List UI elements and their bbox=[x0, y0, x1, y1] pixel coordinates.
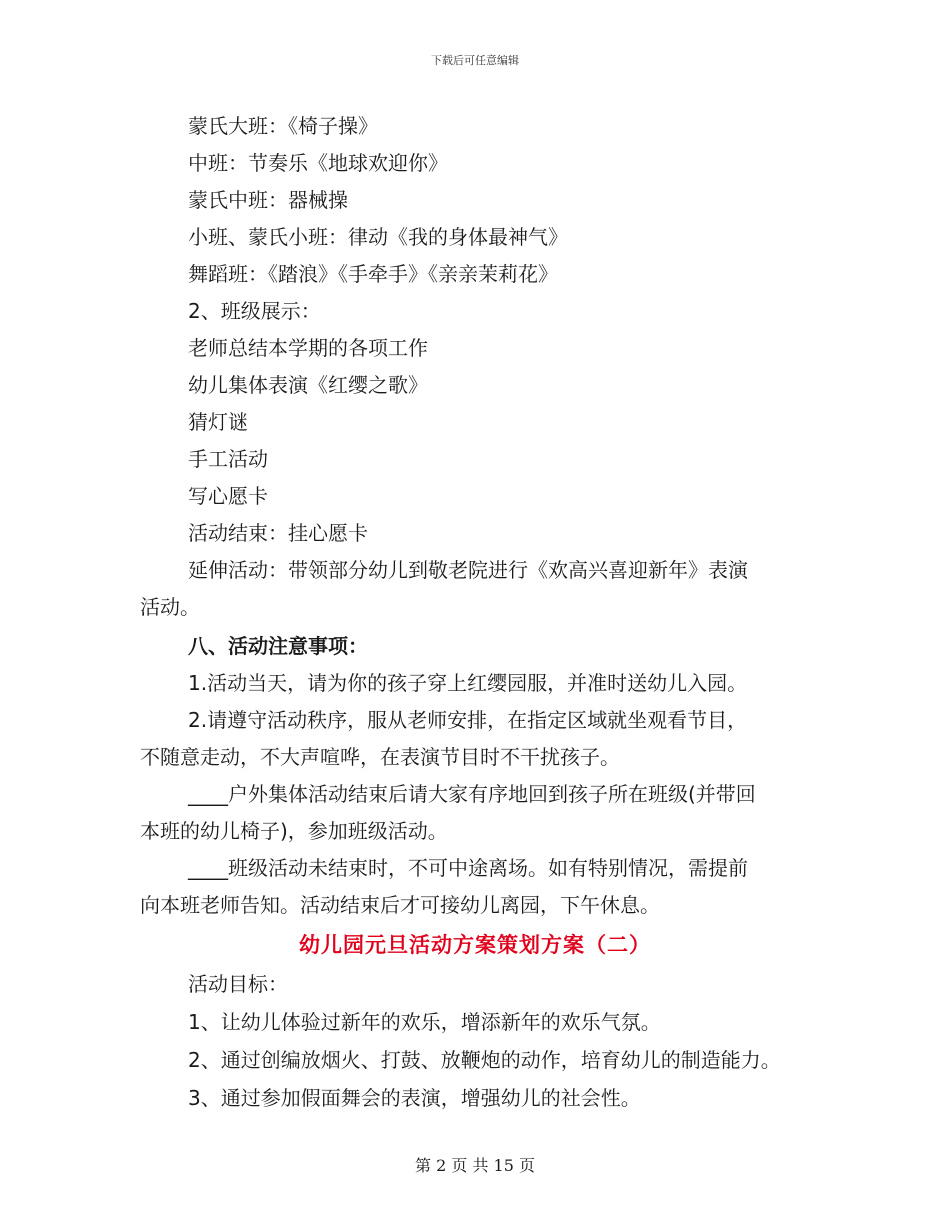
text-line: 蒙氏中班：器械操 bbox=[188, 188, 348, 212]
text-line: 蒙氏大班：《椅子操》 bbox=[188, 114, 378, 138]
text-line: 2.请遵守活动秩序，服从老师安排，在指定区域就坐观看节目， bbox=[188, 708, 748, 732]
text-line: 2、通过创编放烟火、打鼓、放鞭炮的动作，培育幼儿的制造能力。 bbox=[188, 1048, 781, 1072]
text-line: 活动结束：挂心愿卡 bbox=[188, 521, 368, 545]
page-footer: 第 2 页 共 15 页 bbox=[415, 1156, 535, 1175]
text-line: ____班级活动未结束时，不可中途离场。如有特别情况，需提前 bbox=[188, 856, 748, 880]
text-line: 猜灯谜 bbox=[188, 410, 248, 434]
text-line: 1.活动当天，请为你的孩子穿上红缨园服，并准时送幼儿入园。 bbox=[188, 671, 748, 695]
text-line: 小班、蒙氏小班：律动《我的身体最神气》 bbox=[188, 225, 568, 249]
text-line: 3、通过参加假面舞会的表演，增强幼儿的社会性。 bbox=[188, 1086, 641, 1110]
text-line: 活动。 bbox=[140, 595, 200, 619]
text-line: 手工活动 bbox=[188, 447, 268, 471]
text-line: 写心愿卡 bbox=[188, 484, 268, 508]
section-title: 幼儿园元旦活动方案策划方案（二） bbox=[299, 933, 651, 957]
text-line: 幼儿集体表演《红缨之歌》 bbox=[188, 373, 428, 397]
text-line: 中班：节奏乐《地球欢迎你》 bbox=[188, 151, 448, 175]
text-line: ____户外集体活动结束后请大家有序地回到孩子所在班级(并带回 bbox=[188, 782, 756, 806]
text-line: 老师总结本学期的各项工作 bbox=[188, 336, 428, 360]
text-line: 向本班老师告知。活动结束后才可接幼儿离园，下午休息。 bbox=[140, 893, 660, 917]
text-line: 1、让幼儿体验过新年的欢乐，增添新年的欢乐气氛。 bbox=[188, 1010, 661, 1034]
text-line: 延伸活动：带领部分幼儿到敬老院进行《欢高兴喜迎新年》表演 bbox=[188, 558, 748, 582]
text-line: 舞蹈班：《踏浪》《手牵手》《亲亲茉莉花》 bbox=[188, 262, 558, 286]
text-line: 不随意走动，不大声喧哗，在表演节目时不干扰孩子。 bbox=[140, 745, 620, 769]
section-heading: 八、活动注意事项： bbox=[188, 634, 368, 658]
page-header: 下载后可任意编辑 bbox=[431, 54, 519, 67]
text-line: 2、班级展示： bbox=[188, 299, 321, 323]
text-line: 本班的幼儿椅子)，参加班级活动。 bbox=[140, 819, 448, 843]
text-line: 活动目标： bbox=[188, 972, 288, 996]
